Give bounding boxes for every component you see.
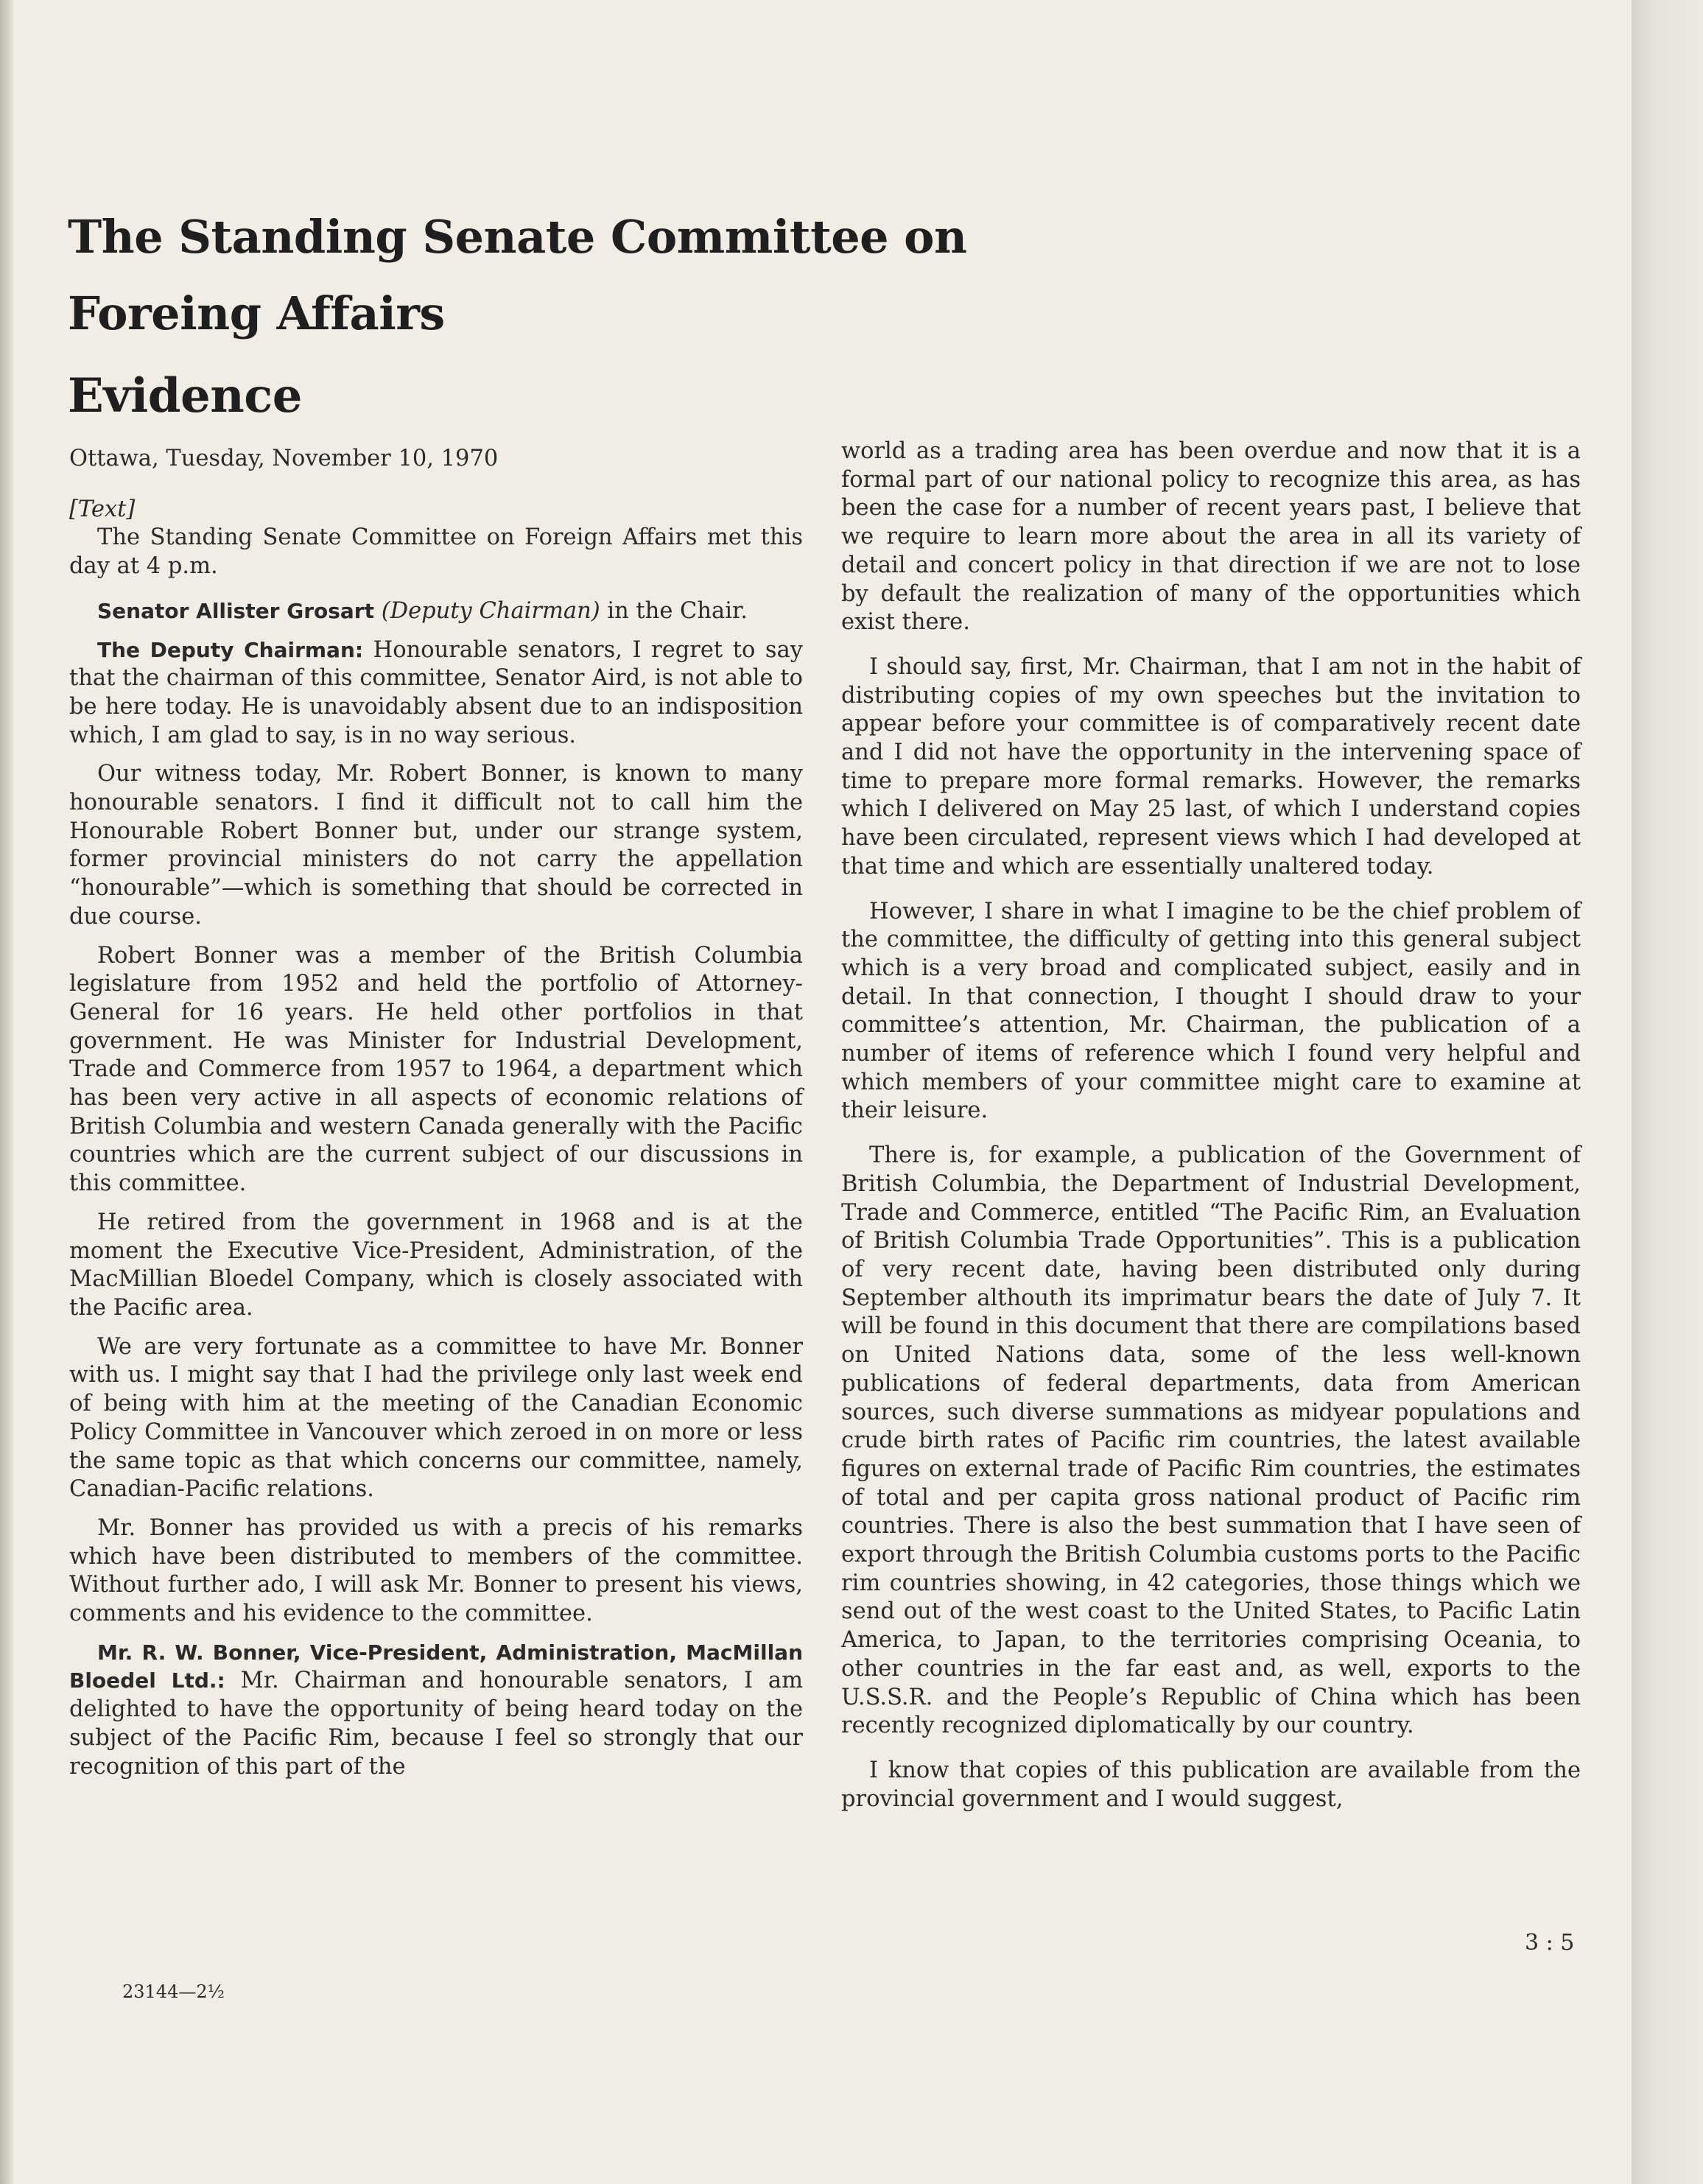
left-column: [69, 445, 803, 1791]
speaker-label: The Deputy Chairman:: [97, 637, 364, 662]
chair-role: (Deputy Chairman): [381, 597, 600, 624]
paragraph: I know that copies of this publication are available from the provincial government and I would suggest,: [841, 1757, 1581, 1812]
page-edge: [1632, 0, 1703, 2184]
print-code: 23144—2½: [122, 1981, 225, 2002]
right-column: [841, 438, 1581, 1824]
binding-spine: [0, 0, 15, 2184]
paragraph: I should say, first, Mr. Chairman, that I am not in the habit of distributing copies of my own speeches but the invitation to appear before your committee is of comparatively recent date and I did not have the opportunity in the intervening space of time to prepare more formal remarks. However, the remarks which I delivered on May 25 last, of which I understand copies have been circulated, represent views which I had developed at that time and which are essentially unaltered today.: [841, 653, 1581, 879]
speech-text: Mr. Chairman and honourable senators, I am delighted to have the opportunity of being heard today on the subject of the Pacific Rim, because I feel so strongly that our recognition of this part of the: [69, 1668, 803, 1780]
page-title: The Standing Senate Committee on Foreing Affairs: [68, 210, 967, 340]
dateline: Ottawa, Tuesday, November 10, 1970: [69, 446, 499, 471]
text-marker: [Text]: [69, 496, 136, 522]
paragraph: Mr. Bonner has provided us with a precis of his remarks which have been distributed to members of the committee. Without further ado, I will ask Mr. Bonner to present his views, comments and his evidence to the committee.: [69, 1514, 803, 1627]
chair-paragraph: [69, 597, 803, 626]
paragraph: Our witness today, Mr. Robert Bonner, is known to many honourable senators. I find it difficult not to call him the Honourable Robert Bonner but, under our strange system, former provincial ministers do not carry the appellation “honourable”—which is something that should be corrected in due course.: [69, 761, 803, 930]
paragraph: world as a trading area has been overdue and now that it is a formal part of our national policy to recognize this area, as has been the case for a number of recent years past, I believe that we require to learn more about the area in all its variety of detail and concert policy in that direction if we are not to lose by default the realization of many of the opportunities which exist there.: [841, 438, 1581, 636]
chair-name: Senator Allister Grosart: [97, 598, 375, 623]
paragraph: We are very fortunate as a committee to have Mr. Bonner with us. I might say that I had the privilege only last week end of being with him at the meeting of the Canadian Economic Policy Committee in Vancouver which zeroed in on more or less the same topic as that which concerns our committee, namely, Canadian-Pacific relations.: [69, 1333, 803, 1503]
chair-text: in the Chair.: [600, 597, 748, 624]
paragraph: The Standing Senate Committee on Foreign Affairs met this day at 4 p.m.: [69, 524, 803, 580]
paragraph: However, I share in what I imagine to be the chief problem of the committee, the difficulty of getting into this general subject which is a very broad and complicated subject, easily and in detail. In that connection, I thought I should draw to your committee’s attention, Mr. Chairman, the publication of a number of items of reference which I found very helpful and which members of your committee might care to examine at their leisure.: [841, 898, 1581, 1124]
speech-paragraph: [69, 636, 803, 751]
speaker-label: Mr. R. W. Bonner, Vice-President, Administration, MacMillan Bloedel Ltd.:: [69, 1640, 803, 1693]
paragraph: He retired from the government in 1968 and is at the moment the Executive Vice-President, Administration, of the MacMillian Bloedel Company, which is closely associated with the Pacific area.: [69, 1209, 803, 1321]
section-heading: Evidence: [68, 368, 302, 424]
paragraph: There is, for example, a publication of the Government of British Columbia, the Department of Industrial Development, Trade and Commerce, entitled “The Pacific Rim, an Evaluation of British Columbia Trade Opportunities”. This is a publication of very recent date, having been distributed only during September althouth its imprimatur bears the date of July 7. It will be found in this document that there are compilations based on United Nations data, some of the less well-known publications of federal departments, data from American sources, such diverse summations as midyear populations and crude birth rates of Pacific rim countries, the latest available figures on external trade of Pacific Rim countries, the estimates of total and per capita gross national product of Pacific rim countries. There is also the best summation that I have seen of export through the British Columbia customs ports to the Pacific rim countries showing, in 42 categories, those things which we send out of the west coast to the United States, to Pacific Latin America, to Japan, to the territories comprising Oceania, to other countries in the far east and, as well, exports to the U.S.S.R. and the People’s Republic of China which has been recently recognized diplomatically by our country.: [841, 1142, 1581, 1739]
page-number: 3 : 5: [1525, 1930, 1575, 1956]
paragraph: Robert Bonner was a member of the British Columbia legislature from 1952 and held the portfolio of Attorney-General for 16 years. He held other portfolios in that government. He was Minister for Industrial Development, Trade and Commerce from 1957 to 1964, a department which has been very active in all aspects of economic relations of British Columbia and western Canada generally with the Pacific countries which are the current subject of our discussions in this committee.: [69, 942, 803, 1197]
speech-text: Honourable senators, I regret to say that the chairman of this committee, Senator Aird, is not able to be here today. He is unavoidably absent due to an indisposition which, I am glad to say, is in no way serious.: [69, 636, 803, 748]
speech-paragraph: [69, 1639, 803, 1782]
